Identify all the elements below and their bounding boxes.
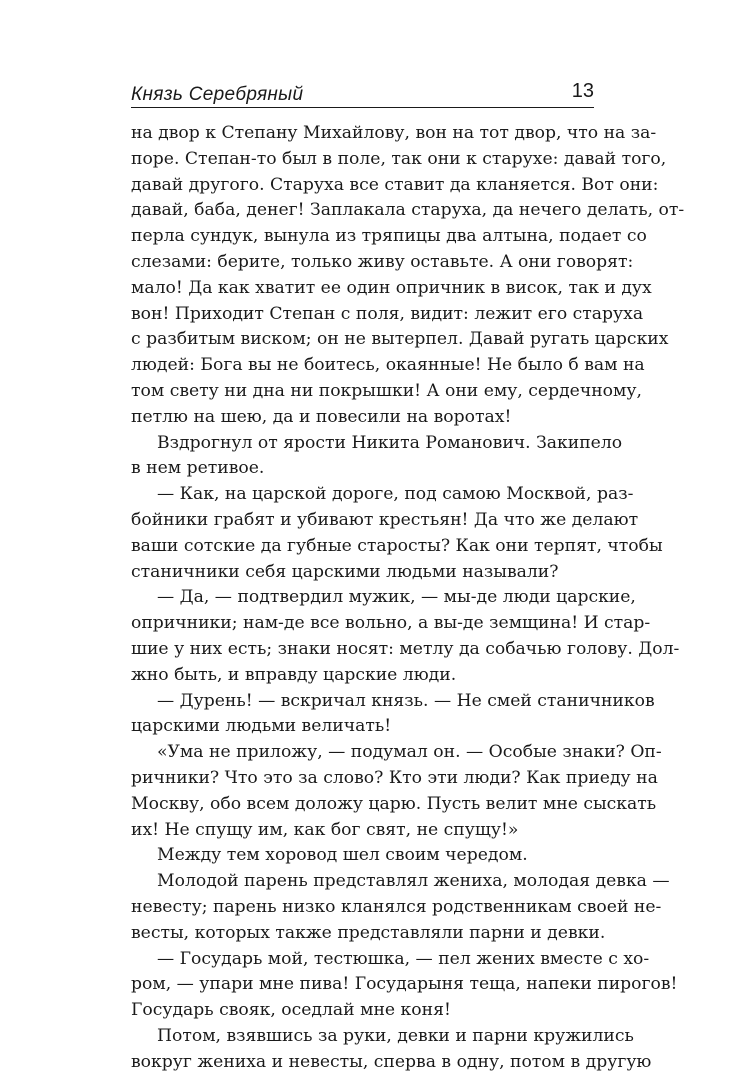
text-line: ваши сотские да губные старосты? Как они терпят, чтобы	[131, 535, 663, 556]
text-line: опричники; нам-де все вольно, а вы-де земщина! И стар-	[131, 613, 651, 634]
header-rule	[131, 107, 594, 108]
page-number: 13	[571, 80, 594, 102]
body-text	[131, 121, 685, 1075]
text-line: петлю на шею, да и повесили на воротах!	[131, 406, 512, 427]
text-line: Вздрогнул от ярости Никита Романович. Закипело	[157, 432, 623, 453]
text-line: Потом, взявшись за руки, девки и парни кружились	[157, 1025, 634, 1046]
text-line: Москву, обо всем доложу царю. Пусть велит мне сыскать	[131, 793, 657, 814]
text-line: с разбитым виском; он не вытерпел. Давай ругать царских	[131, 329, 669, 350]
page-header	[131, 78, 594, 108]
text-line: ричники? Что это за слово? Кто эти люди? Как приеду на	[131, 767, 658, 788]
text-line: — Да, — подтвердил мужик, — мы-де люди царские,	[157, 587, 636, 608]
text-line: на двор к Степану Михайлову, вон на тот двор, что на за-	[131, 123, 657, 143]
text-line: царскими людьми величать!	[131, 716, 392, 737]
text-line: том свету ни дна ни покрышки! А они ему, сердечному,	[131, 380, 642, 401]
text-line: вон! Приходит Степан с поля, видит: лежит его старуха	[131, 303, 644, 324]
text-line: жно быть, и вправду царские люди.	[131, 664, 457, 685]
text-line: Молодой парень представлял жениха, молодая девка —	[157, 871, 670, 892]
text-line: — Государь мой, тестюшка, — пел жених вместе с хо-	[157, 948, 650, 969]
text-line: «Ума не приложу, — подумал он. — Особые знаки? Оп-	[157, 742, 662, 763]
text-line: бойники грабят и убивают крестьян! Да что же делают	[131, 509, 639, 530]
text-line: — Дурень! — вскричал князь. — Не смей станичников	[157, 690, 655, 711]
running-title: Князь Серебряный	[131, 84, 304, 105]
text-line: их! Не спущу им, как бог свят, не спущу!»	[131, 819, 519, 840]
text-line: станичники себя царскими людьми называли?	[131, 561, 559, 582]
text-line: весты, которых также представляли парни и девки.	[131, 922, 606, 943]
text-line: Государь свояк, оседлай мне коня!	[131, 1000, 451, 1021]
text-line: людей: Бога вы не боитесь, окаянные! Не было б вам на	[131, 355, 645, 376]
text-line: ром, — упари мне пива! Государыня теща, напеки пирогов!	[131, 974, 678, 995]
text-line: мало! Да как хватит ее один опричник в висок, так и дух	[131, 277, 652, 298]
text-line: поре. Степан-то был в поле, так они к старухе: давай того,	[131, 148, 667, 169]
text-line: — Как, на царской дороге, под самою Москвой, раз-	[157, 484, 634, 505]
text-line: перла сундук, вынула из тряпицы два алтына, подает со	[131, 226, 647, 247]
text-line: шие у них есть; знаки носят: метлу да собачью голову. Дол-	[131, 638, 680, 659]
text-line: давай, баба, денег! Заплакала старуха, да нечего делать, от-	[131, 200, 685, 221]
text-line: давай другого. Старуха все ставит да кланяется. Вот они:	[131, 174, 659, 195]
text-line: в нем ретивое.	[131, 458, 265, 479]
text-line: вокруг жениха и невесты, сперва в одну, потом в другую	[131, 1051, 652, 1072]
text-line: слезами: берите, только живу оставьте. А они говорят:	[131, 251, 634, 272]
text-line: невесту; парень низко кланялся родственникам своей не-	[131, 896, 662, 917]
text-line: Между тем хоровод шел своим чередом.	[157, 845, 528, 866]
